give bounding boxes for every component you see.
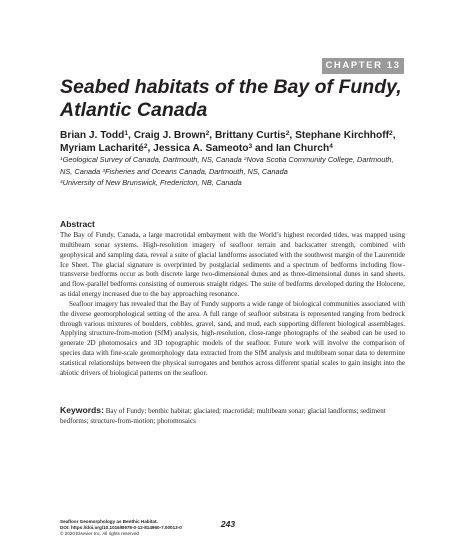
affiliation: $^1$Geological Survey of Canada, Dartmouth, NS, Canada bbox=[60, 155, 244, 164]
keywords-label: Keywords: bbox=[60, 405, 104, 415]
author: Jessica A. Sameoto$^3$ and bbox=[153, 143, 276, 154]
author-affiliation-mark: 2 bbox=[389, 130, 393, 138]
author-affiliation-mark: 3 bbox=[248, 143, 253, 151]
footer-copyright: © 2020 Elsevier Inc. All rights reserved bbox=[60, 531, 139, 537]
author-affiliation-mark: 4 bbox=[329, 143, 333, 151]
footer-book-title: Seafloor Geomorphology as Benthic Habitat. bbox=[60, 519, 158, 524]
footer-doi-link[interactable]: DOI: https://doi.org/10.1016/B978-0-12-814960-7.00013-0 bbox=[60, 525, 182, 531]
abstract-paragraph: The Bay of Fundy, Canada, a large macrotidal embayment with the World’s highest recorded tides, was mapped using multibeam sonar systems. High-resolution imagery of seafloor terrain and backscatter strength, combined with geophysical and sampling data, reveal a suite of glacial landforms associated with the southwest margin of the Laurentide Ice Sheet. The glacial signature is overprinted by postglacial sediments and a spectrum of bedforms including flow-transverse bedforms occur as both discrete large two-dimensional dunes and as three-dimensional dunes in sand sheets, and flow-parallel bedforms consisting of numerous straight ridges. The suite of bedforms developed during the Holocene, as tidal energy increased due to the bay approaching resonance. bbox=[60, 231, 405, 299]
author: Brittany Curtis$^2$, bbox=[214, 130, 296, 141]
affiliation: $^2$Nova Scotia Community College, Dartmouth, NS, Canada bbox=[60, 155, 394, 176]
chapter-label: CHAPTER 13 bbox=[322, 58, 404, 74]
abstract-body bbox=[60, 231, 405, 379]
keywords-text: Bay of Fundy; benthic habitat; glaciated; macrotidal; multibeam sonar; glacial landforms; sediment bedforms; structure-from-motion; photomosaics bbox=[60, 407, 386, 425]
author: Brian J. Todd$^1$, bbox=[60, 130, 134, 141]
page-number: 243 bbox=[220, 519, 236, 529]
author-list bbox=[60, 129, 405, 155]
author: Myriam Lacharité$^2$, bbox=[60, 143, 154, 154]
author: Stephane Kirchhoff$^2$, bbox=[295, 130, 396, 141]
affiliation: $^3$Fisheries and Oceans Canada, Dartmouth, NS, Canada bbox=[102, 166, 288, 176]
author-affiliation-mark: 2 bbox=[143, 143, 148, 151]
affiliation-list bbox=[60, 154, 405, 189]
abstract-paragraph: Seafloor imagery has revealed that the Bay of Fundy supports a wide range of biological communities associated with the diverse geomorphological setting of the area. A full range of seafloor substrata is represented ranging from bedrock through various mixtures of boulders, cobbles, gravel, sand, and mud, each supporting different biological assemblages. Applying structure-from-motion (SfM) analysis, high-resolution, close-range photographs of the seabed can be used to generate 2D photomosaics and 3D topographic models of the seafloor. Future work will involve the comparison of species data with fine-scale geomorphology data extracted from the SfM analysis and multibeam sonar data to determine statistical relationships between the physical surrogates and benthos across different spatial scales to gain insight into the abiotic drivers of biological patterns on the seafloor. bbox=[60, 299, 405, 377]
author: Ian Church$^4$ bbox=[275, 143, 333, 154]
author-affiliation-mark: 2 bbox=[285, 130, 290, 138]
author: Craig J. Brown$^2$, bbox=[133, 130, 215, 141]
keywords bbox=[60, 406, 405, 427]
abstract-heading: Abstract bbox=[60, 219, 95, 229]
chapter-title: Seabed habitats of the Bay of Fundy, Atlantic Canada bbox=[60, 76, 402, 121]
footer-citation bbox=[60, 519, 270, 538]
author-affiliation-mark: 2 bbox=[205, 130, 210, 138]
affiliation: $^4$University of New Brunswick, Fredericton, NB, Canada bbox=[60, 178, 242, 187]
author-affiliation-mark: 1 bbox=[124, 130, 129, 138]
